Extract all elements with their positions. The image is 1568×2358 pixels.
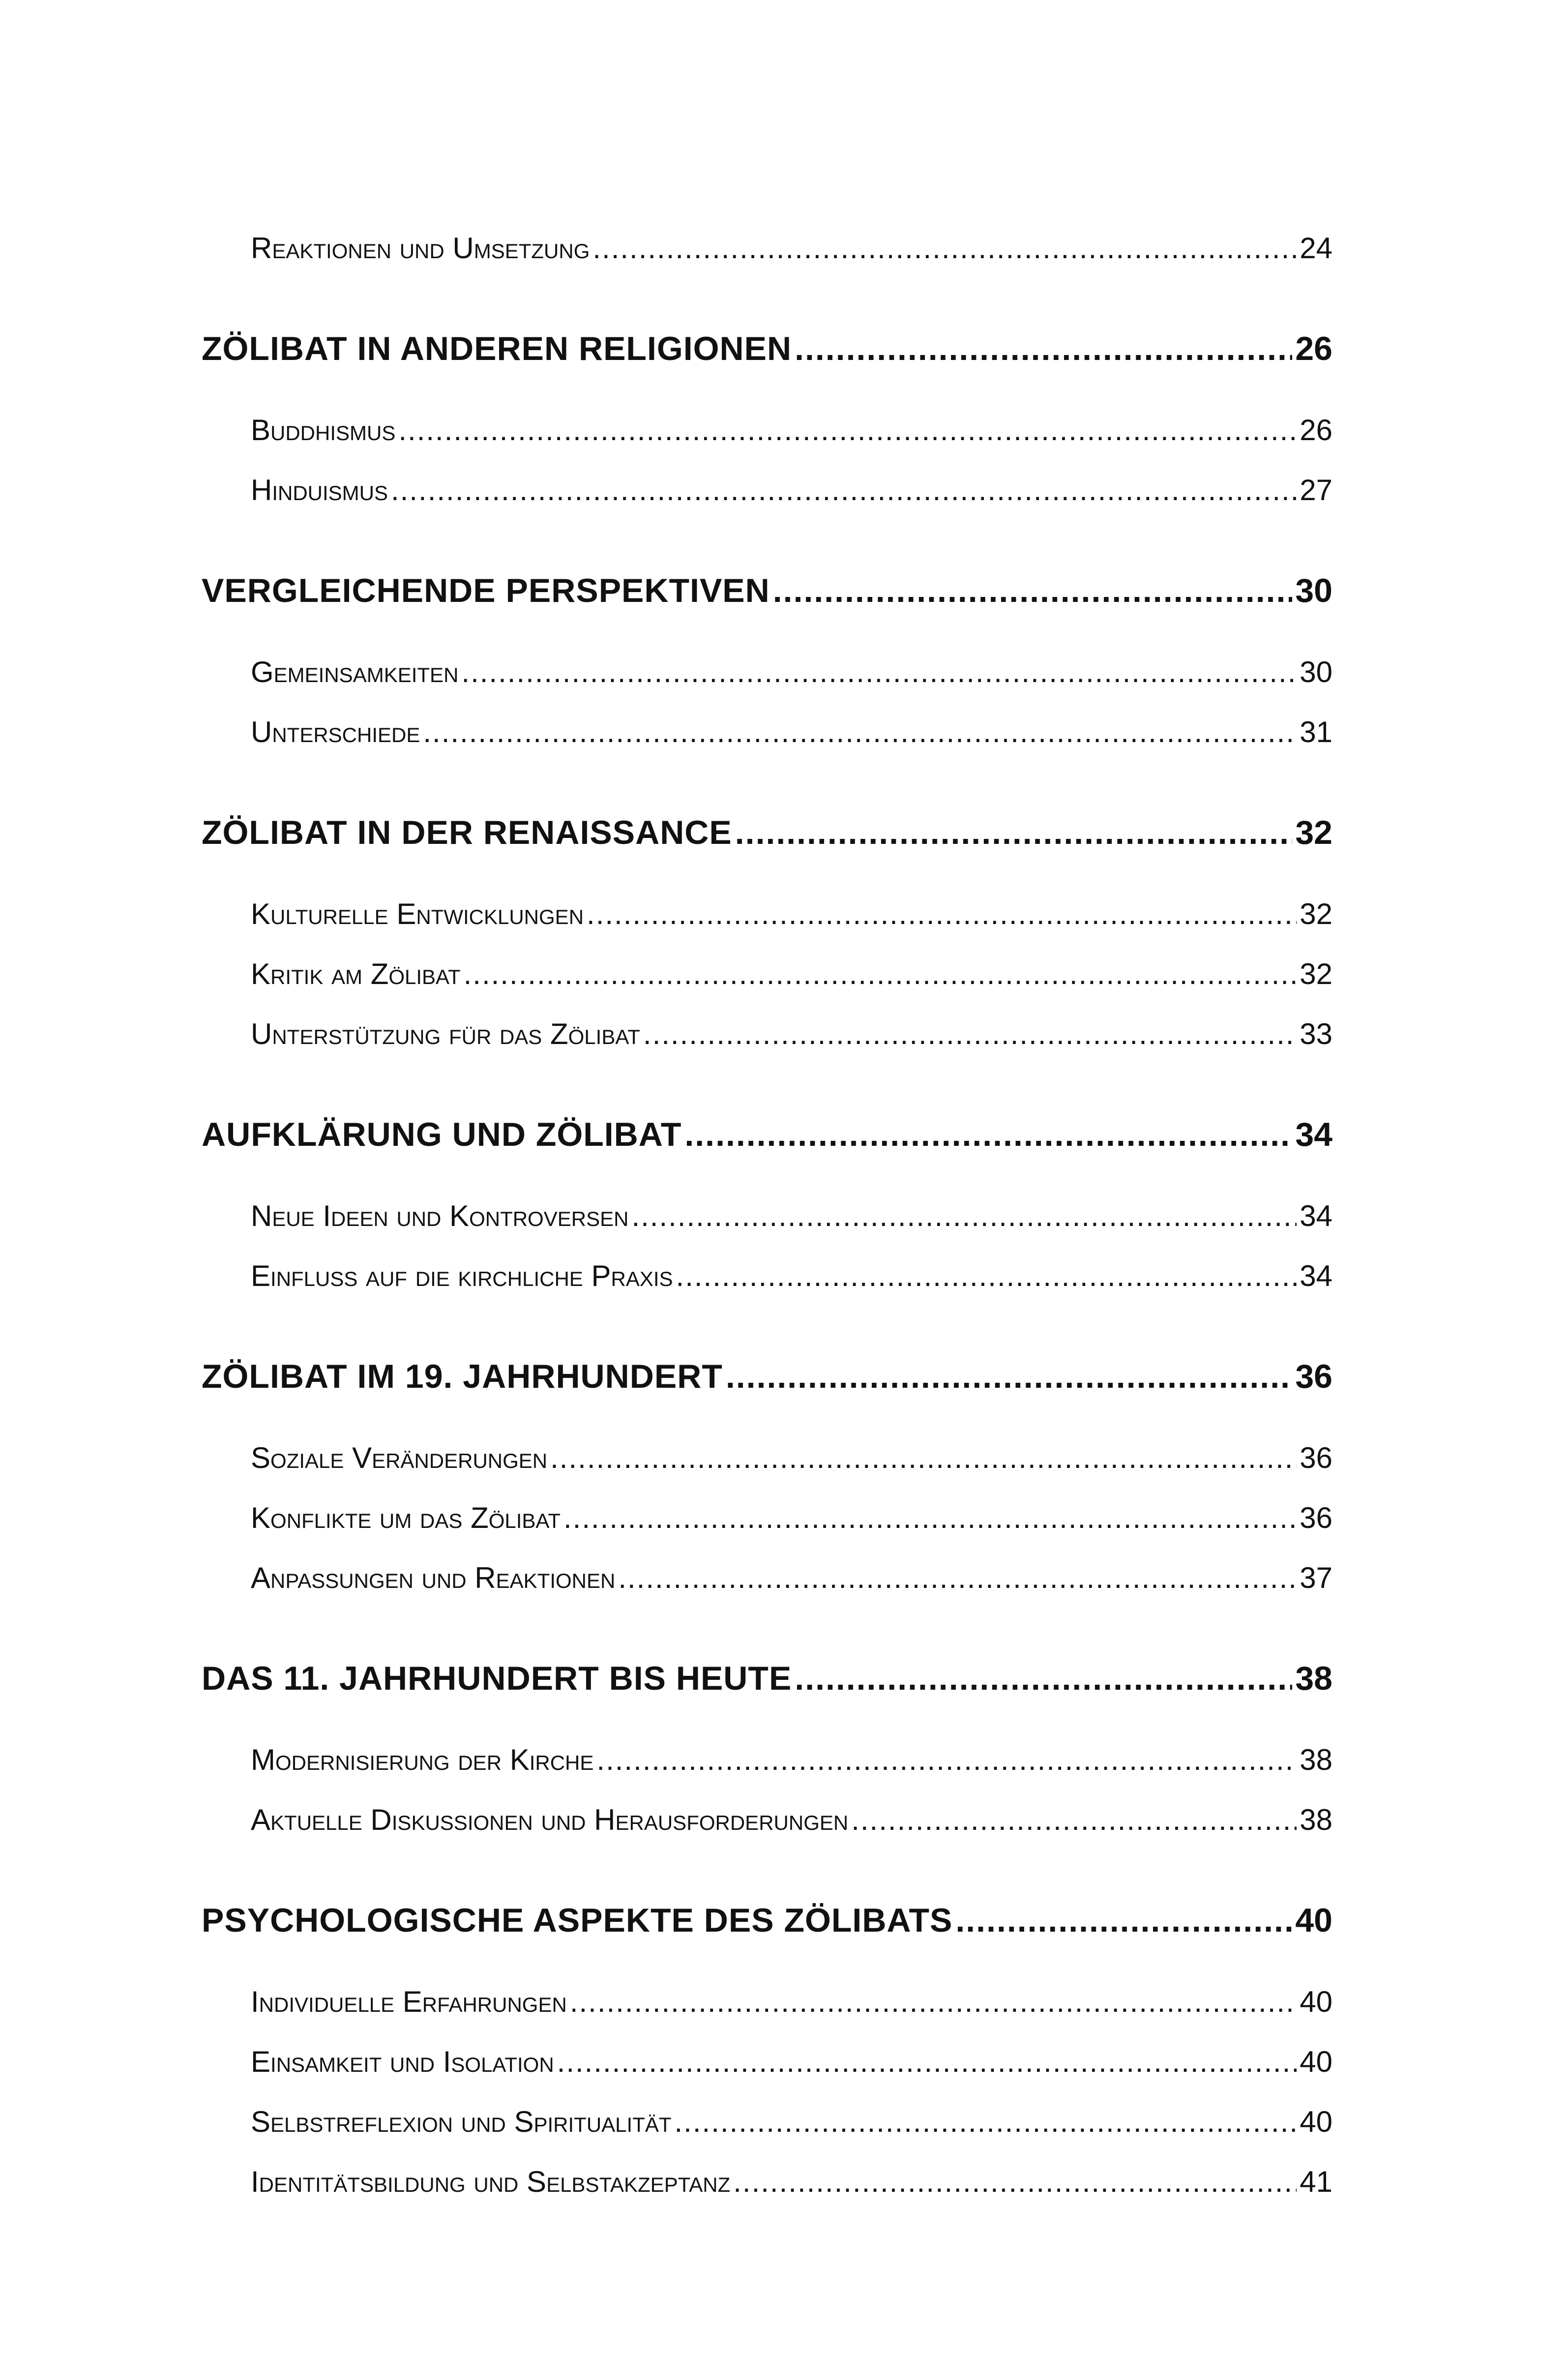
toc-entry-title: Buddhismus (251, 414, 396, 447)
toc-chapter-entry (202, 1115, 1332, 1161)
toc-entry-title: Modernisierung der Kirche (251, 1743, 594, 1776)
toc-entry-title: Kritik am Zölibat (251, 957, 461, 990)
toc-entry-page: 32 (1300, 957, 1332, 990)
toc-entry-page: 40 (1300, 1985, 1332, 2018)
toc-chapter-entry (202, 571, 1332, 617)
toc-section-entry (202, 957, 1332, 1017)
toc-entry-title: VERGLEICHENDE PERSPEKTIVEN (202, 572, 770, 609)
dot-leader (684, 1115, 1292, 1154)
toc-entry-title: Selbstreflexion und Spiritualität (251, 2105, 672, 2138)
toc-entry-title: Einsamkeit und Isolation (251, 2045, 554, 2078)
toc-section-entry (202, 1561, 1332, 1621)
toc-entry-page: 38 (1295, 1660, 1332, 1697)
toc-section-entry (202, 1501, 1332, 1561)
dot-leader (795, 329, 1292, 368)
toc-section-entry (202, 231, 1332, 291)
dot-leader (618, 1561, 1297, 1595)
toc-entry-page: 34 (1300, 1199, 1332, 1232)
toc-entry-title: Neue Ideen und Kontroversen (251, 1199, 629, 1232)
dot-leader (550, 1441, 1297, 1475)
toc-entry-page: 36 (1300, 1441, 1332, 1474)
toc-section-entry (202, 1441, 1332, 1501)
toc-entry-title: Unterschiede (251, 716, 420, 748)
toc-entry-page: 24 (1300, 232, 1332, 265)
toc-section-entry (202, 1985, 1332, 2045)
toc-section-entry (202, 715, 1332, 775)
toc-section-entry (202, 1017, 1332, 1077)
toc-section-entry (202, 1743, 1332, 1803)
dot-leader (676, 1259, 1297, 1293)
toc-entry-page: 34 (1300, 1259, 1332, 1292)
toc-section-entry (202, 897, 1332, 957)
dot-leader (592, 231, 1297, 265)
toc-section-entry (202, 2045, 1332, 2105)
dot-leader (735, 813, 1293, 852)
toc-entry-page: 33 (1300, 1017, 1332, 1050)
toc-entry-page: 31 (1300, 716, 1332, 748)
toc-entry-page: 26 (1295, 330, 1332, 367)
dot-leader (773, 571, 1293, 610)
toc-chapter-entry (202, 1901, 1332, 1946)
dot-leader (596, 1743, 1297, 1777)
toc-entry-title: PSYCHOLOGISCHE ASPEKTE DES ZÖLIBATS (202, 1902, 953, 1939)
dot-leader (563, 1501, 1297, 1535)
dot-leader (733, 2165, 1297, 2199)
toc-section-entry (202, 2165, 1332, 2225)
dot-leader (570, 1985, 1297, 2019)
dot-leader (391, 473, 1297, 507)
toc-entry-page: 40 (1300, 2105, 1332, 2138)
toc-entry-page: 38 (1300, 1803, 1332, 1836)
toc-entry-page: 40 (1295, 1902, 1332, 1939)
toc-chapter-entry (202, 329, 1332, 375)
toc-entry-title: Individuelle Erfahrungen (251, 1985, 567, 2018)
toc-entry-page: 36 (1295, 1358, 1332, 1395)
toc-entry-page: 32 (1295, 814, 1332, 851)
dot-leader (587, 897, 1297, 931)
toc-entry-title: Soziale Veränderungen (251, 1441, 548, 1474)
dot-leader (461, 655, 1297, 689)
toc-entry-page: 30 (1300, 656, 1332, 688)
toc-chapter-entry (202, 813, 1332, 859)
toc-entry-title: Reaktionen und Umsetzung (251, 232, 590, 265)
toc-section-entry (202, 1803, 1332, 1863)
toc-entry-page: 41 (1300, 2165, 1332, 2198)
toc-chapter-entry (202, 1357, 1332, 1403)
toc-section-entry (202, 1259, 1332, 1319)
toc-entry-title: Kulturelle Entwicklungen (251, 897, 584, 930)
dot-leader (464, 957, 1297, 991)
toc-section-entry (202, 655, 1332, 715)
toc-entry-title: Anpassungen und Reaktionen (251, 1561, 616, 1594)
toc-entry-title: AUFKLÄRUNG UND ZÖLIBAT (202, 1116, 682, 1153)
toc-section-entry (202, 2105, 1332, 2165)
toc-entry-page: 36 (1300, 1501, 1332, 1534)
toc-entry-page: 27 (1300, 474, 1332, 507)
toc-entry-page: 40 (1300, 2045, 1332, 2078)
dot-leader (726, 1357, 1292, 1396)
toc-entry-page: 30 (1295, 572, 1332, 609)
toc-entry-page: 34 (1295, 1116, 1332, 1153)
toc-entry-title: Aktuelle Diskussionen und Herausforderungen (251, 1803, 849, 1836)
toc-entry-title: Gemeinsamkeiten (251, 656, 459, 688)
toc-section-entry (202, 413, 1332, 473)
dot-leader (795, 1659, 1292, 1698)
toc-section-entry (202, 473, 1332, 533)
toc-chapter-entry (202, 1659, 1332, 1704)
toc-entry-page: 32 (1300, 897, 1332, 930)
toc-entry-title: ZÖLIBAT IN ANDEREN RELIGIONEN (202, 330, 792, 367)
dot-leader (398, 413, 1297, 447)
toc-entry-page: 26 (1300, 414, 1332, 447)
table-of-contents (202, 231, 1332, 2225)
toc-entry-page: 38 (1300, 1743, 1332, 1776)
toc-entry-title: ZÖLIBAT IM 19. JAHRHUNDERT (202, 1358, 723, 1395)
dot-leader (675, 2105, 1297, 2139)
dot-leader (851, 1803, 1297, 1837)
dot-leader (643, 1017, 1297, 1051)
toc-entry-page: 37 (1300, 1561, 1332, 1594)
toc-entry-title: Hinduismus (251, 474, 388, 507)
toc-entry-title: Identitätsbildung und Selbstakzeptanz (251, 2165, 731, 2198)
dot-leader (557, 2045, 1297, 2079)
toc-entry-title: DAS 11. JAHRHUNDERT BIS HEUTE (202, 1660, 792, 1697)
toc-entry-title: Konflikte um das Zölibat (251, 1501, 561, 1534)
toc-entry-title: Unterstützung für das Zölibat (251, 1017, 640, 1050)
dot-leader (423, 715, 1297, 749)
dot-leader (955, 1901, 1292, 1940)
toc-section-entry (202, 1199, 1332, 1259)
toc-entry-title: ZÖLIBAT IN DER RENAISSANCE (202, 814, 732, 851)
dot-leader (631, 1199, 1297, 1233)
toc-entry-title: Einfluss auf die kirchliche Praxis (251, 1259, 673, 1292)
